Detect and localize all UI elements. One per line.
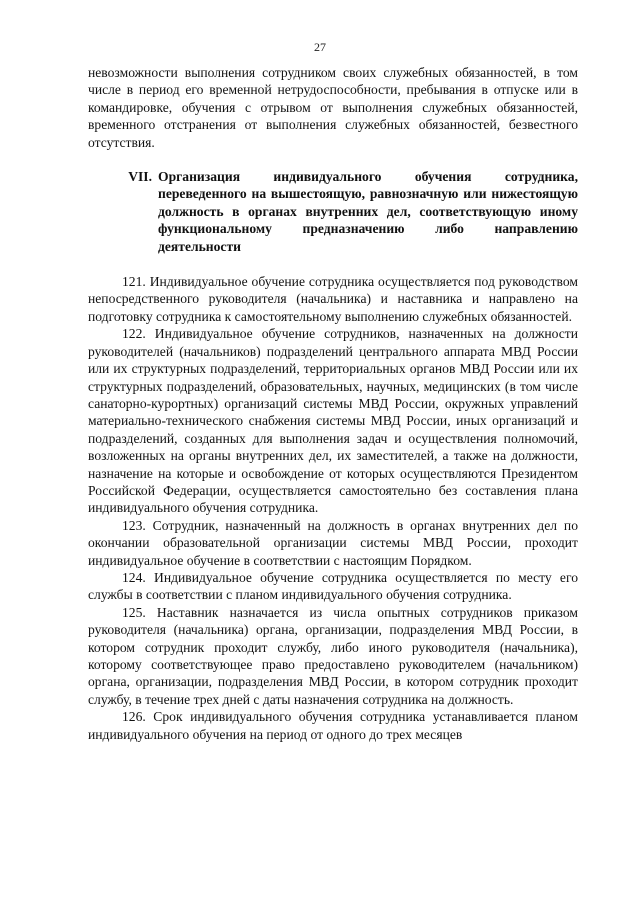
paragraph-121: 121. Индивидуальное обучение сотрудника осуществляется под руководством непосредственного руководителя (начальника) и наставника и направлено на подготовку сотрудника к самостоятельному выполнению служебных обязанностей. [88, 274, 578, 324]
paragraph-126: 126. Срок индивидуального обучения сотрудника устанавливается планом индивидуального обучения на период от одного до трех месяцев [88, 709, 578, 742]
document-body [88, 64, 578, 743]
intro-paragraph: невозможности выполнения сотрудником своих служебных обязанностей, в том числе в период его временной нетрудоспособности, пребывания в отпуске или в командировке, обучения с отрывом от выполнения служебных обязанностей, временного отстранения от выполнения служебных обязанностей, безвестного отсутствия. [88, 65, 578, 150]
page-number: 27 [314, 40, 326, 54]
paragraph-124: 124. Индивидуальное обучение сотрудника осуществляется по месту его службы в соответствии с планом индивидуального обучения сотрудника. [88, 569, 578, 603]
section-number: VII. [128, 169, 152, 185]
paragraph-125: 125. Наставник назначается из числа опытных сотрудников приказом руководителя (начальника) органа, организации, подразделения МВД России, в котором сотрудник проходит службу, либо иного руководителя (начальника), которому соответствующее право предоставлено руководителем (начальником) органа, организации, подразделения МВД России, в котором сотрудник проходит службу, в течение трех дней с даты назначения сотрудника на должность. [88, 604, 578, 707]
paragraph-123: 123. Сотрудник, назначенный на должность в органах внутренних дел по окончании образовательной организации системы МВД России, проходит индивидуальное обучение в соответствии с настоящим Порядком. [88, 517, 578, 568]
paragraph-122: 122. Индивидуальное обучение сотрудников, назначенных на должности руководителей (начальников) подразделений центрального аппарата МВД России или их структурных подразделений, территориальных органов МВД России или их структурных подразделений, образовательных, научных, медицинских (в том числе санаторно-курортных) организаций системы МВД России, окружных управлений материально-технического снабжения системы МВД России, иных организаций и подразделений, созданных для выполнения задач и осуществления полномочий, возложенных на органы внутренних дел, их заместителей, а также на должности, назначение на которые и освобождение от которых осуществляются Президентом Российской Федерации, осуществляется самостоятельно без составления плана индивидуального обучения сотрудника. [88, 326, 578, 516]
section-title: Организация индивидуального обучения сотрудника, переведенного на вышестоящую, равнозначную или нижестоящую должность в органах внутренних дел, соответствующую иному функциональному предназначению либо направлению деятельности [158, 169, 578, 254]
section-heading [88, 168, 578, 255]
